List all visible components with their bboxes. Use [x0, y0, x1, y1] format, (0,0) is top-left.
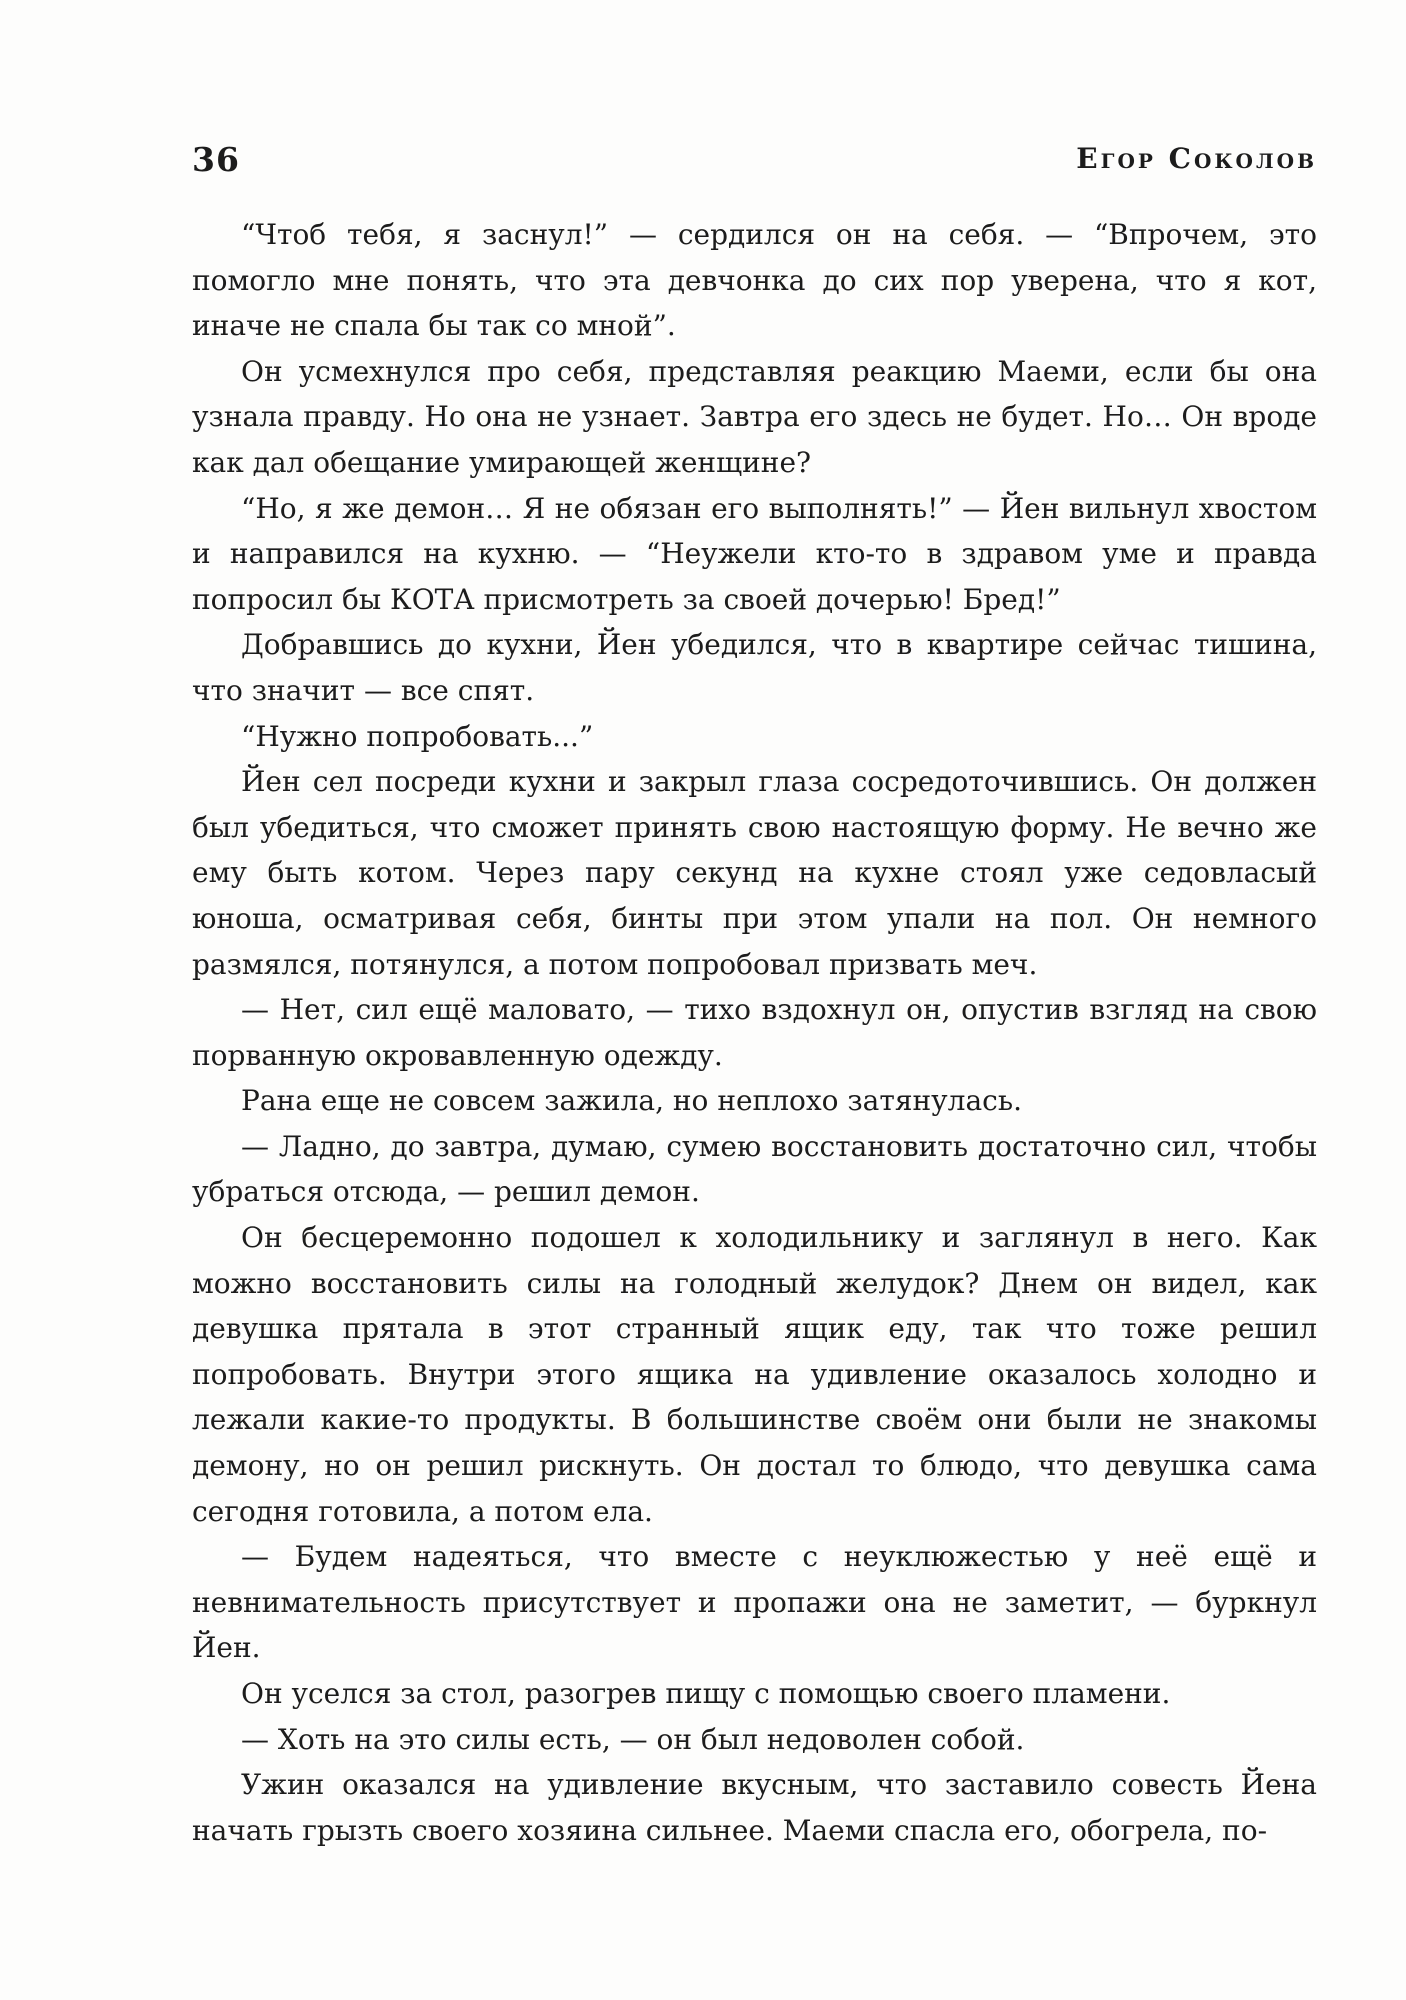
- running-head: [192, 140, 1317, 190]
- body-text: [192, 212, 1317, 1853]
- paragraph: Он усмехнулся про себя, представляя реакцию Маеми, если бы она узнала правду. Но она не узнает. Завтра его здесь не будет. Но… Он вроде как дал обещание умирающей женщине?: [192, 354, 1317, 479]
- paragraph: “Нужно попробовать...”: [241, 719, 594, 753]
- paragraph: Он уселся за стол, разогрев пищу с помощью своего пламени.: [241, 1677, 1171, 1710]
- paragraph: — Нет, сил ещё маловато, — тихо вздохнул он, опустив взгляд на свою порванную окровавленную одежду.: [192, 993, 1317, 1072]
- paragraph: — Хоть на это силы есть, — он был недоволен собой.: [241, 1722, 1025, 1756]
- paragraph: Добравшись до кухни, Йен убедился, что в квартире сейчас тишина, что значит — все спят.: [192, 628, 1317, 707]
- paragraph: Йен сел посреди кухни и закрыл глаза сосредоточившись. Он должен был убедиться, что сможет принять свою настоящую форму. Не вечно же ему быть котом. Через пару секунд на кухне стоял уже седовласый юноша, осматривая себя, бинты при этом упали на пол. Он немного размялся, потянулся, а потом попробовал призвать меч.: [192, 765, 1317, 981]
- paragraph: “Чтоб тебя, я заснул!” — сердился он на себя. — “Впрочем, это помогло мне понять, что эта девчонка до сих пор уверена, что я кот, иначе не спала бы так со мной”.: [192, 218, 1317, 343]
- paragraph: — Ладно, до завтра, думаю, сумею восстановить достаточно сил, чтобы убраться отсюда, — решил демон.: [192, 1129, 1317, 1209]
- paragraph: Рана еще не совсем зажила, но неплохо затянулась.: [241, 1084, 1022, 1118]
- paragraph: “Но, я же демон… Я не обязан его выполнять!” — Йен вильнул хвостом и направился на кухню. — “Неужели кто-то в здравом уме и правда попросил бы КОТА присмотреть за своей дочерью! Бред!”: [192, 491, 1317, 616]
- paragraph: — Будем надеяться, что вместе с неуклюжестью у неё ещё и невнимательность присутствует и пропажи она не заметит, — буркнул Йен.: [192, 1540, 1317, 1665]
- author-name: Егор Соколов: [1076, 142, 1317, 175]
- paragraph: Он бесцеремонно подошел к холодильнику и заглянул в него. Как можно восстановить силы на голодный желудок? Днем он видел, как девушка прятала в этот странный ящик еду, так что тоже решил попробовать. Внутри этого ящика на удивление оказалось холодно и лежали какие-то продукты. В большинстве своём они были не знакомы демону, но он решил рискнуть. Он достал то блюдо, что девушка сама сегодня готовила, а потом ела.: [192, 1221, 1317, 1528]
- paragraph: Ужин оказался на удивление вкусным, что заставило совесть Йена начать грызть своего хозяина сильнее. Маеми спасла его, обогрела, по-: [192, 1768, 1317, 1847]
- page-number: 36: [192, 140, 240, 179]
